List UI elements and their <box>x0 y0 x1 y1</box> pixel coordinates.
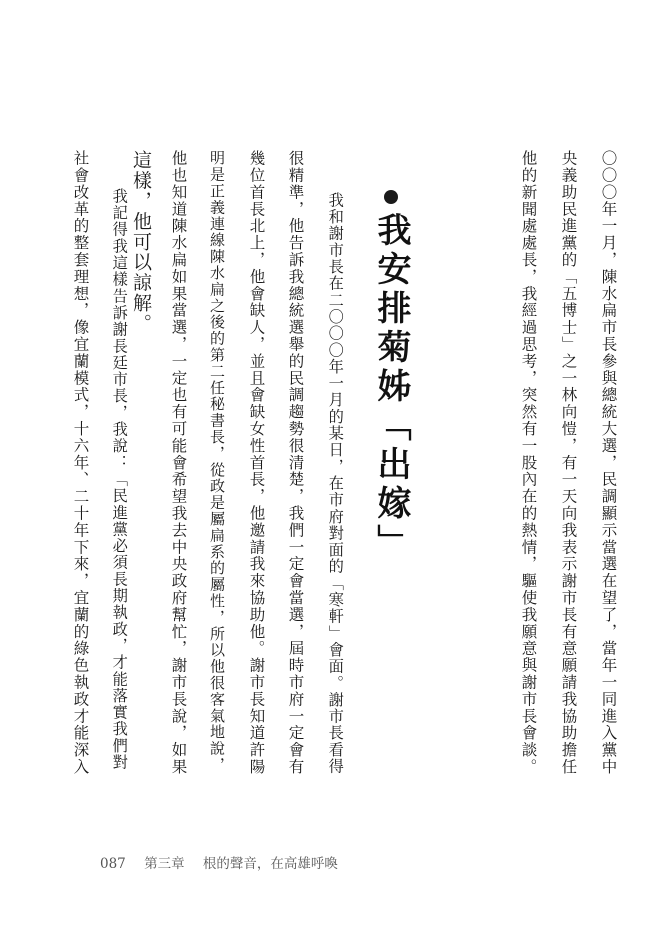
text-column: 這樣，他可以諒解。 <box>130 150 152 334</box>
page-footer <box>100 852 352 872</box>
chapter-title: 根的聲音，在高雄呼喚 <box>202 856 338 872</box>
text-column: 央義助民進黨的「五博士」之一林向愷，有一天向我表示謝市長有意願請我協助擔任 <box>559 150 578 776</box>
text-column: 社會改革的整套理想，像宜蘭模式，十六年、二十年下來，宜蘭的綠色執政才能深入 <box>71 150 90 776</box>
text-column: 〇〇〇年一月，陳水扁市長參與總統大選，民調顯示當選在望了，當年一同進入黨中 <box>599 150 618 776</box>
text-column: 他也知道陳水扁如果當選，一定也有可能會希望我去中央政府幫忙，謝市長說，如果 <box>169 150 188 776</box>
text-column: 很精準，他告訴我總統選舉的民調趨勢很清楚，我們一定會當選，屆時市府一定會有 <box>286 150 305 776</box>
text-column: 明是正義連線陳水扁之後的第二任秘書長，從政是屬扁系的屬性，所以他很客氣地說， <box>208 150 226 774</box>
heading-bullet-icon <box>384 190 398 204</box>
text-column: 幾位首長北上，他會缺人，並且會缺女性首長，他邀請我來協助他。謝市長知道許陽 <box>247 150 266 776</box>
text-column: 我記得我這樣告訴謝長廷市長，我說：「民進黨必須長期執政，才能落實我們對 <box>110 188 129 771</box>
text-column: 我和謝市長在二〇〇〇年一月的某日，在市府對面的「寒軒」會面。謝市長看得 <box>326 192 345 775</box>
text-column: 他的新聞處處長，我經過思考，突然有一股內在的熱情，驅使我願意與謝市長會談。 <box>519 150 538 776</box>
chapter-label: 第三章 <box>144 856 185 872</box>
section-heading: 我安排菊姊「出嫁」 <box>371 212 411 563</box>
page-number: 087 <box>100 856 126 872</box>
